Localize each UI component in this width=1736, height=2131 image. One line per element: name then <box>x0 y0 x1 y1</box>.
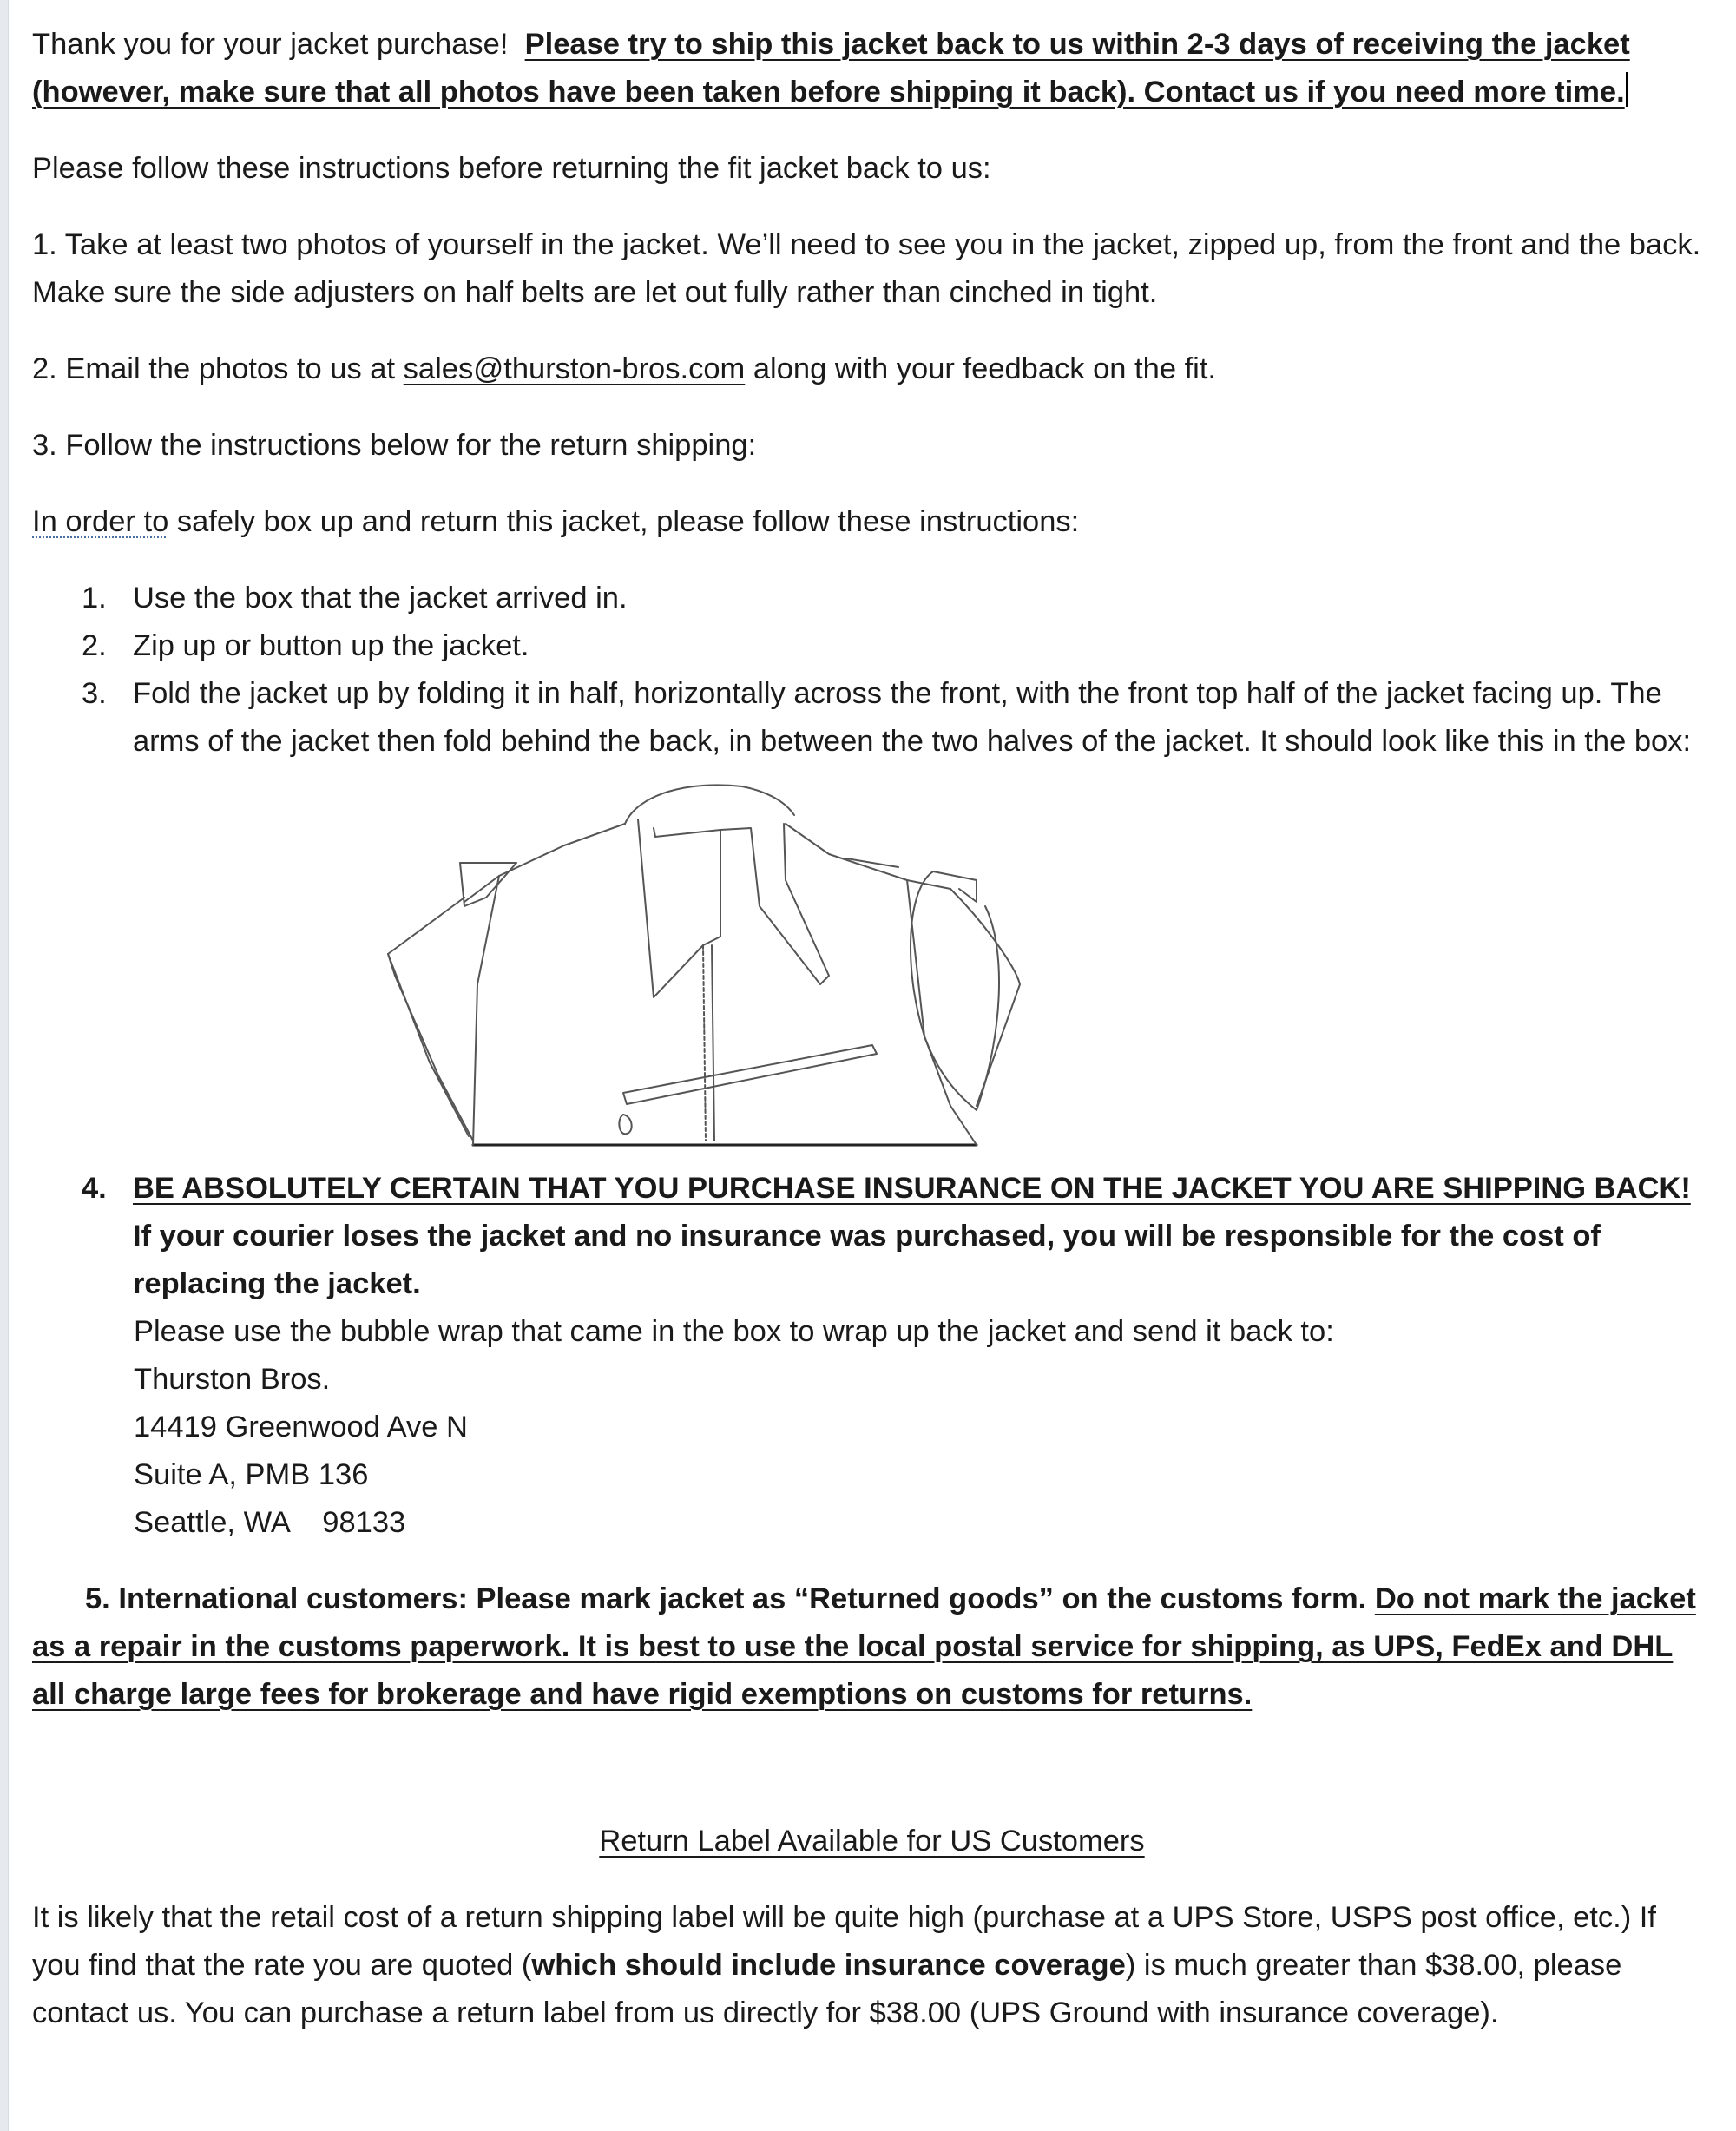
insurance-item <box>32 1165 1712 1308</box>
step-2-suffix: along with your feedback on the fit. <box>745 352 1217 385</box>
international-lead: 5. International customers: Please mark jacket as “Returned goods” on the customs form. <box>85 1582 1375 1615</box>
address-line: Seattle, WA 98133 <box>134 1506 406 1539</box>
list-item <box>32 670 1712 766</box>
list-item <box>32 622 1712 670</box>
ship-back-notice: Please try to ship this jacket back to us within 2-3 days of receiving the jacket (however, make sure that all photos have been taken before shipping it back). Contact us if you need more time. <box>32 28 1630 109</box>
box-instructions-intro <box>32 498 1712 546</box>
box-intro-rest: safely box up and return this jacket, please follow these instructions: <box>168 505 1080 538</box>
step-2-email <box>32 345 1712 393</box>
address-line: Suite A, PMB 136 <box>134 1458 369 1491</box>
return-label-heading-line <box>32 1818 1712 1865</box>
document-margin-bar <box>0 0 9 2131</box>
box-instructions-list <box>32 575 1712 766</box>
grammar-flagged-phrase[interactable]: In order to <box>32 505 169 538</box>
return-label-heading: Return Label Available for US Customers <box>599 1825 1145 1858</box>
step-3-shipping: 3. Follow the instructions below for the return shipping: <box>32 429 757 462</box>
insurance-warning: BE ABSOLUTELY CERTAIN THAT YOU PURCHASE INSURANCE ON THE JACKET YOU ARE SHIPPING BACK! <box>133 1172 1691 1205</box>
international-customers-paragraph <box>32 1575 1712 1719</box>
list-number: 4. <box>82 1172 107 1205</box>
document-page <box>32 21 1712 2037</box>
bubble-wrap-text: Please use the bubble wrap that came in the box to wrap up the jacket and send it back to: <box>134 1315 1334 1348</box>
text-cursor <box>1626 72 1628 107</box>
address-line: Thurston Bros. <box>134 1363 331 1396</box>
list-text: Zip up or button up the jacket. <box>133 629 529 662</box>
insurance-consequence: If your courier loses the jacket and no insurance was purchased, you will be responsible for the cost of replacing the jacket. <box>133 1220 1601 1300</box>
list-number: 1. <box>82 582 107 615</box>
insurance-coverage-note: which should include insurance coverage <box>531 1949 1126 1982</box>
return-label-body-1: It is likely that the retail cost of a return shipping label will be quite high (purchase at a UPS Store, USPS post office, etc.) If you find that the rate you are quoted ( <box>32 1901 1656 1982</box>
thanks-text: Thank you for your jacket purchase! <box>32 28 509 61</box>
list-number: 2. <box>82 629 107 662</box>
email-link[interactable]: sales@thurston-bros.com <box>403 352 746 385</box>
folded-jacket-illustration <box>378 776 1030 1158</box>
list-text: Use the box that the jacket arrived in. <box>133 582 628 615</box>
list-item <box>32 575 1712 622</box>
list-text: Fold the jacket up by folding it in half, horizontally across the front, with the front top half of the jacket facing up. The arms of the jacket then fold behind the back, in between the two halves of the jacket. It should look like this in the box: <box>133 677 1692 758</box>
step-2-prefix: 2. Email the photos to us at <box>32 352 404 385</box>
step-1-photos: 1. Take at least two photos of yourself in the jacket. We’ll need to see you in the jacket, zipped up, from the front and the back. Make sure the side adjusters on half belts are let out fully rather than cinched in tight. <box>32 228 1701 309</box>
return-label-body-2: ) is much greater than $38.00, please contact us. You can purchase a return label from us directly for $38.00 (UPS Ground with insurance coverage). <box>32 1949 1622 2029</box>
intro-paragraph <box>32 21 1712 116</box>
return-address <box>32 1356 1712 1547</box>
address-line: 14419 Greenwood Ave N <box>134 1411 468 1444</box>
list-number: 3. <box>82 677 107 710</box>
return-label-paragraph <box>32 1894 1712 2037</box>
follow-instructions-text: Please follow these instructions before returning the fit jacket back to us: <box>32 152 991 185</box>
customs-warning: Do not mark the jacket as a repair in the customs paperwork. It is best to use the local postal service for shipping, as UPS, FedEx and DHL all charge large fees for brokerage and have rigid exemptions on customs for returns. <box>32 1582 1696 1711</box>
